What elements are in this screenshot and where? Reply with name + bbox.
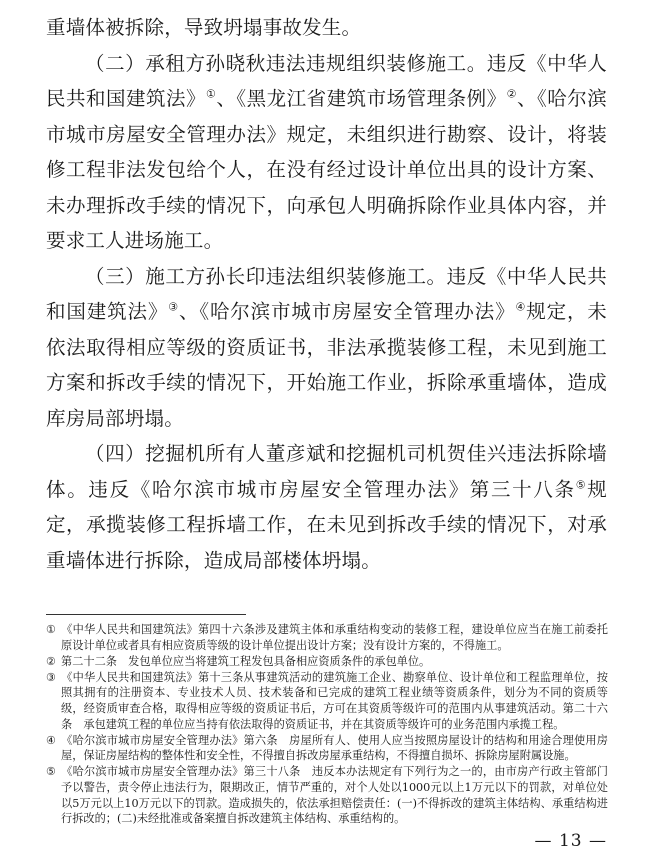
- paragraph-continued: [46, 10, 607, 46]
- footnote-list: [46, 622, 608, 827]
- text-run: 规定，未依法取得相应等级的资质证书，非法承揽装修工程，未见到施工方案和拆改手续的情况下，开始施工作业，拆除承重墙体，造成库房局部坍塌。: [46, 300, 608, 430]
- text-run: （四）挖掘机所有人董彦斌和挖掘机司机贺佳兴违法拆除墙体。违反《哈尔滨市城市房屋安全管理办法》第三十八条: [46, 442, 607, 501]
- footnote-ref: ①: [206, 87, 217, 101]
- page-number: — 13 —: [534, 831, 607, 851]
- footnote-item: [46, 764, 608, 826]
- footnote-text: 《中华人民共和国建筑法》第四十六条涉及建筑主体和承重结构变动的装修工程，建设单位应当在施工前委托原设计单位或者具有相应资质等级的设计单位提出设计方案；没有设计方案的，不得施工。: [61, 623, 608, 652]
- footnote-item: [46, 654, 608, 670]
- footnote-marker: ②: [46, 654, 57, 668]
- paragraph-section-4: [46, 436, 607, 578]
- footnote-marker: ④: [46, 733, 57, 747]
- footnote-divider: [46, 614, 246, 615]
- footnote-text: 《哈尔滨市城市房屋安全管理办法》第六条 房屋所有人、使用人应当按照房屋设计的结构和用途合理使用房屋，保证房屋结构的整体性和安全性，不得擅自拆改房屋承重结构，不得擅自损坏、拆除房屋附属设施。: [61, 733, 608, 763]
- text-run: （二）承租方孙晓秋违法违规组织装修施工。违反《中华人民共和国建筑法》: [46, 51, 607, 110]
- footnote-marker: ①: [46, 623, 57, 636]
- footnote-text: 《哈尔滨市城市房屋安全管理办法》第三十八条 违反本办法规定有下列行为之一的，由市房产行政主管部门予以警告，责令停止违法行为，限期改正，情节严重的，对个人处以1000元以上1万元以下的罚款，对单位处以5万元以上10万元以下的罚款。造成损失的，依法承担赔偿责任：(一)不得拆改的建筑主体结构、承重结构进行拆改的；(二)未经批准或备案擅自拆改建筑主体结构、承重结构的。: [61, 765, 608, 826]
- text-run: 重墙体被拆除，导致坍塌事故发生。: [46, 16, 362, 39]
- text-run: 规定，承揽装修工程拆墙工作，在未见到拆改手续的情况下，对承重墙体进行拆除，造成局部楼体坍塌。: [46, 477, 607, 572]
- footnote-item: [46, 622, 608, 653]
- footnote-marker: ⑤: [46, 765, 57, 779]
- text-run: 、《哈尔滨市城市房屋安全管理办法》规定，未组织进行勘察、设计，将装修工程非法发包给个人，在没有经过设计单位出具的设计方案、未办理拆改手续的情况下，向承包人明确拆除作业具体内容，并要求工人进场施工。: [46, 87, 608, 252]
- paragraph-section-2: [46, 46, 607, 259]
- footnote-ref: ⑤: [575, 478, 588, 491]
- footnote-ref: ②: [506, 87, 518, 101]
- paragraph-section-3: [46, 259, 607, 437]
- footnote-item: [46, 733, 608, 764]
- footnote-ref: ③: [168, 300, 179, 314]
- text-run: （三）施工方孙长印违法组织装修施工。违反《中华人民共和国建筑法》: [46, 264, 607, 323]
- footnote-text: 《中华人民共和国建筑法》第十三条从事建筑活动的建筑施工企业、勘察单位、设计单位和工程监理单位，按照其拥有的注册资本、专业技术人员、技术装备和已完成的建筑工程业绩等资质条件，划分为不同的资质等级，经资质审查合格，取得相应等级的资质证书后，方可在其资质等级许可的范围内从事建筑活动。第二十六条 承包建筑工程的单位应当持有依法取得的资质证书，并在其资质等级许可的业务范围内承揽工程。: [61, 670, 608, 731]
- footnote-item: [46, 670, 608, 732]
- footnote-marker: ③: [46, 670, 57, 684]
- footnote-ref: ④: [515, 300, 527, 314]
- footnote-text: 第二十二条 发包单位应当将建筑工程发包具备相应资质条件的承包单位。: [61, 654, 431, 668]
- document-body: [46, 10, 607, 578]
- text-run: 、《哈尔滨市城市房屋安全管理办法》: [178, 300, 516, 323]
- text-run: 、《黑龙江省建筑市场管理条例》: [216, 87, 507, 110]
